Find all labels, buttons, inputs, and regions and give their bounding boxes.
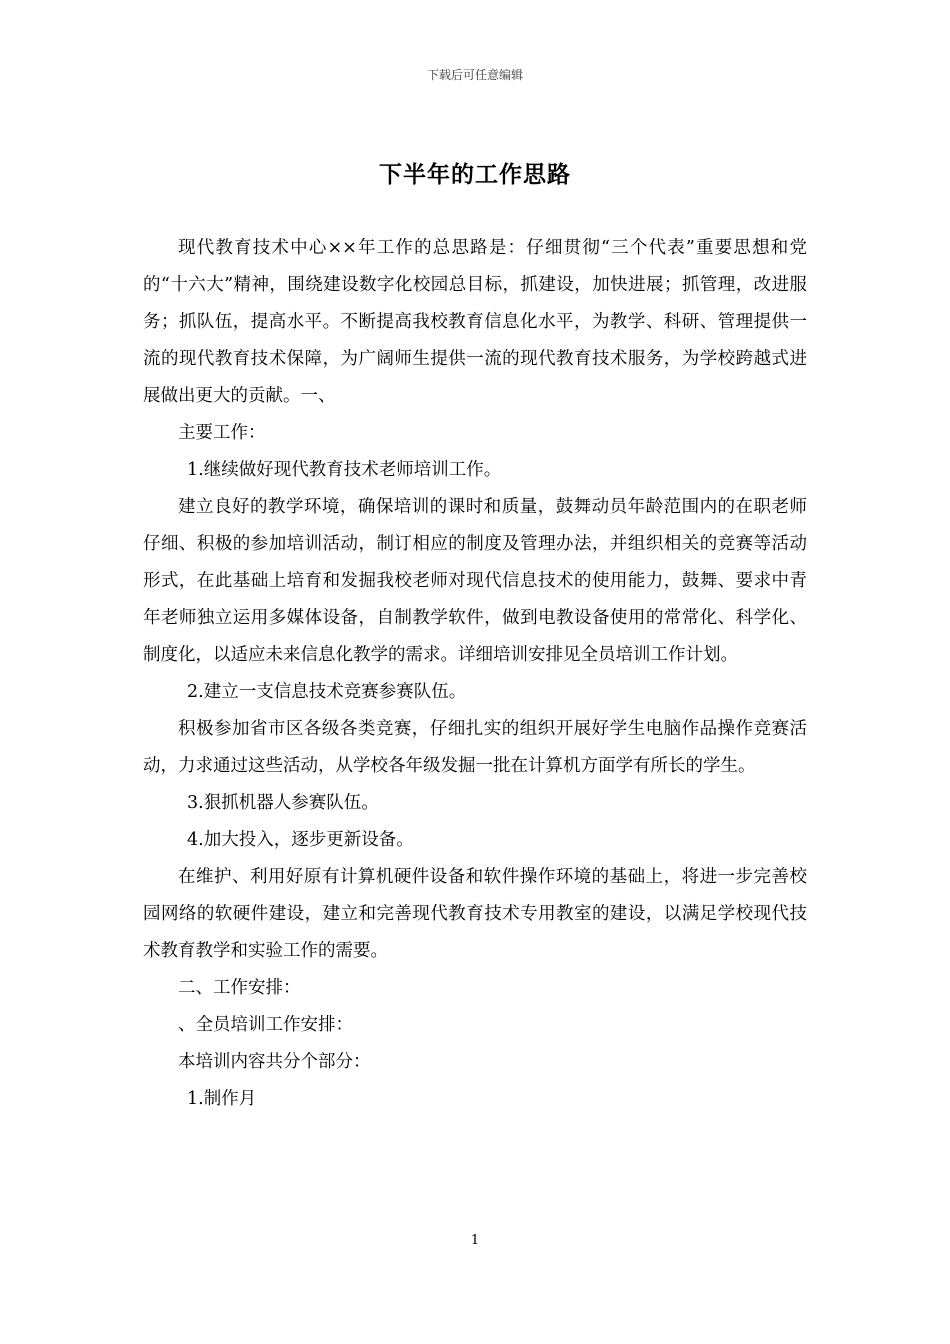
list-item-3: 3.狠抓机器人参赛队伍。 [187, 793, 379, 813]
paragraph-competition: 积极参加省市区各级各类竞赛，仔细扎实的组织开展好学生电脑作品操作竞赛活动，力求通过这些活动，从学校各年级发掘一批在计算机方面学有所长的学生。 [143, 719, 807, 776]
paragraph-training: 建立良好的教学环境，确保培训的课时和质量，鼓舞动员年龄范围内的在职老师仔细、积极的参加培训活动，制订相应的制度及管理办法，并组织相关的竞赛等活动形式，在此基础上培育和发掘我校老师对现代信息技术的使用能力，鼓舞、要求中青年老师独立运用多媒体设备，自制教学软件，做到电教设备使用的常常化、科学化、制度化，以适应未来信息化教学的需求。详细培训安排见全员培训工作计划。 [143, 497, 807, 665]
list-item-4: 4.加大投入，逐步更新设备。 [187, 830, 414, 850]
paragraph-main-work-heading: 主要工作： [178, 423, 266, 443]
page-number: 1 [470, 1233, 480, 1248]
list-item-1: 1.继续做好现代教育技术老师培训工作。 [187, 460, 502, 480]
section-heading-arrangement: 二、工作安排： [178, 978, 301, 998]
paragraph-overview: 现代教育技术中心××年工作的总思路是：仔细贯彻“三个代表”重要思想和党的“十六大”精神，围绕建设数字化校园总目标，抓建设，加快进展；抓管理，改进服务；抓队伍，提高水平。不断提高我校教育信息化水平，为教学、科研、管理提供一流的现代教育技术保障，为广阔师生提供一流的现代教育技术服务，为学校跨越式进展做出更大的贡献。一、 [143, 238, 807, 406]
paragraph-equipment: 在维护、利用好原有计算机硬件设备和软件操作环境的基础上，将进一步完善校园网络的软硬件建设，建立和完善现代教育技术专用教室的建设，以满足学校现代技术教育教学和实验工作的需要。 [143, 867, 807, 961]
paragraph-training-parts: 本培训内容共分个部分： [178, 1052, 371, 1072]
list-item-2: 2.建立一支信息技术竞赛参赛队伍。 [187, 682, 467, 702]
paragraph-training-arrangement: 、全员培训工作安排： [178, 1015, 353, 1035]
page-header-note: 下载后可任意编辑 [426, 68, 523, 82]
document-body [143, 230, 807, 1118]
document-title: 下半年的工作思路 [379, 161, 571, 188]
list-item-production-month: 1.制作月 [187, 1089, 257, 1109]
